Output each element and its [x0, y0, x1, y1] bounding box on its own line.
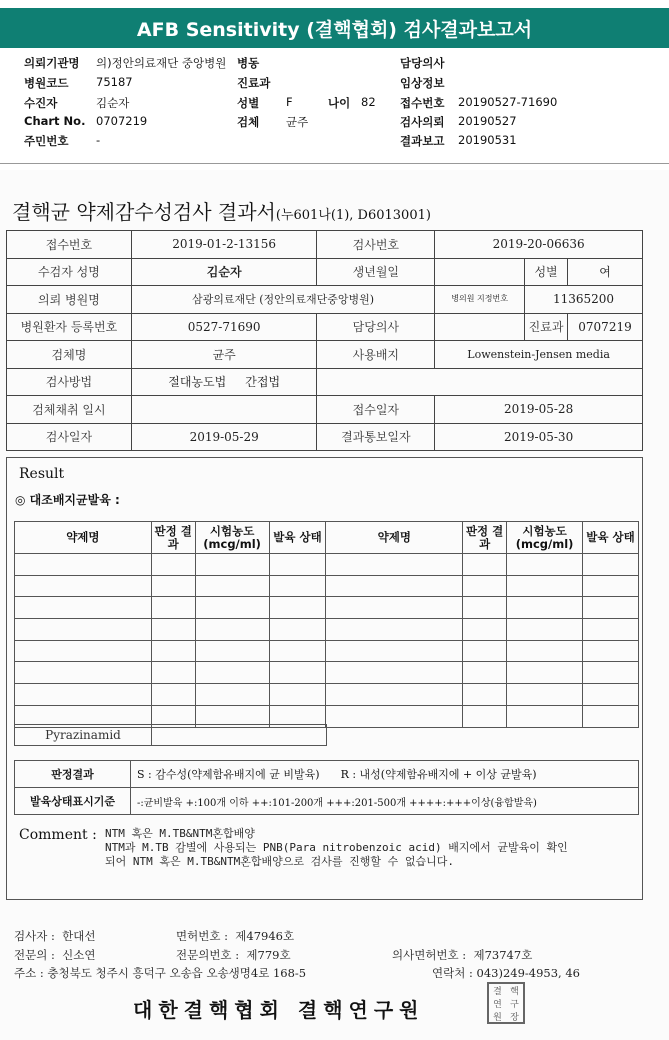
header-value: 20190527-71690 — [458, 95, 558, 109]
table-cell — [463, 575, 507, 597]
table-row — [15, 597, 639, 619]
table-cell — [507, 662, 583, 684]
col-growth: 발육 상태 — [269, 522, 326, 554]
control-growth-label: ◎ 대조배지균발육 : — [15, 493, 120, 507]
header-value: 균주 — [286, 115, 309, 129]
header-label: 담당의사 — [400, 56, 445, 70]
specialist-no: 제779호 — [246, 948, 291, 962]
legend-table — [14, 760, 639, 815]
header-value: 75187 — [96, 75, 133, 89]
col-conc-2: 시험농도 (mcg/ml) — [507, 522, 583, 554]
judge-text: S : 감수성(약제함유배지에 균 비발육) R : 내성(약제함유배지에 + 이상 균발육) — [131, 761, 639, 788]
col-judge: 판정 결과 — [151, 522, 195, 554]
header-value: 의)정안의료재단 중앙병원 — [96, 56, 227, 70]
report-title: AFB Sensitivity (결핵협회) 검사결과보고서 — [136, 18, 533, 41]
table-cell — [463, 619, 507, 641]
license-no: 제47946호 — [235, 929, 295, 943]
result-section — [6, 457, 643, 900]
drug-table — [14, 521, 639, 728]
col-drug-2: 약제명 — [326, 522, 463, 554]
doctor-license-no: 제73747호 — [473, 948, 533, 962]
media-label: 사용배지 — [317, 341, 435, 369]
table-cell — [463, 662, 507, 684]
name-label: 수검자 성명 — [7, 258, 132, 286]
sex: 여 — [568, 258, 643, 286]
receipt-no-label: 접수번호 — [7, 231, 132, 259]
header-value: 20190527 — [458, 114, 517, 128]
table-cell — [15, 575, 152, 597]
dept-label: 진료과 — [525, 313, 568, 341]
header-label: 병원코드 — [24, 76, 69, 90]
report-title-bar — [0, 8, 669, 48]
header-label: 수진자 — [24, 96, 58, 110]
notify-label: 결과통보일자 — [317, 423, 435, 451]
hosp-code-label: 병의원 지정번호 — [435, 286, 525, 314]
doctor — [435, 313, 525, 341]
table-cell — [326, 662, 463, 684]
table-cell — [15, 684, 152, 706]
header-value: 0707219 — [96, 114, 148, 128]
footer-line-2: 전문의 : 신소연 — [14, 948, 96, 962]
table-cell — [269, 640, 326, 662]
header-label: 진료과 — [237, 76, 271, 90]
header-value: 20190531 — [458, 133, 517, 147]
table-cell — [507, 705, 583, 727]
header-label: Chart No. — [24, 114, 86, 128]
header-value: 82 — [361, 95, 376, 109]
table-cell — [326, 705, 463, 727]
judge-label: 판정결과 — [15, 761, 131, 788]
table-cell — [583, 640, 639, 662]
table-cell — [507, 554, 583, 576]
table-cell — [463, 684, 507, 706]
doc-title: 결핵균 약제감수성검사 결과서(누601나(1), D6013001) — [12, 200, 431, 224]
table-cell — [583, 705, 639, 727]
reg-no-label: 병원환자 등록번호 — [7, 313, 132, 341]
table-cell — [507, 575, 583, 597]
collect-label: 검체채취 일시 — [7, 396, 132, 424]
table-cell — [326, 619, 463, 641]
notify-date: 2019-05-30 — [435, 423, 643, 451]
table-cell — [269, 619, 326, 641]
table-row — [15, 684, 639, 706]
media: Lowenstein-Jensen media — [435, 341, 643, 369]
collect — [131, 396, 317, 424]
receipt-no: 2019-01-2-13156 — [131, 231, 317, 259]
table-cell — [195, 619, 269, 641]
col-judge-2: 판정 결과 — [463, 522, 507, 554]
table-cell — [195, 640, 269, 662]
pyrazinamide-label: Pyrazinamid — [15, 725, 152, 745]
table-cell — [583, 619, 639, 641]
comment-label: Comment : — [19, 827, 97, 843]
specimen-label: 검체명 — [7, 341, 132, 369]
table-cell — [583, 662, 639, 684]
table-cell — [15, 554, 152, 576]
table-row — [15, 619, 639, 641]
exam-no: 2019-20-06636 — [435, 231, 643, 259]
table-cell — [463, 554, 507, 576]
table-cell — [463, 597, 507, 619]
table-cell — [151, 554, 195, 576]
table-cell — [326, 640, 463, 662]
footer-line-1: 검사자 : 한대선 — [14, 929, 96, 943]
header-label: 검사의뢰 — [400, 115, 445, 129]
table-row — [15, 662, 639, 684]
patient-name: 김순자 — [131, 258, 317, 286]
table-cell — [326, 575, 463, 597]
table-cell — [15, 662, 152, 684]
table-cell — [269, 662, 326, 684]
table-cell — [583, 684, 639, 706]
col-conc: 시험농도 (mcg/ml) — [195, 522, 269, 554]
table-cell — [151, 662, 195, 684]
header-label: 나이 — [328, 96, 351, 110]
header-divider — [0, 163, 669, 164]
header-label: 주민번호 — [24, 134, 69, 148]
header-label: 병동 — [237, 56, 260, 70]
table-cell — [269, 575, 326, 597]
tester: 한대선 — [62, 929, 96, 943]
contact: 043)249-4953, 46 — [476, 966, 580, 980]
header-label: 의뢰기관명 — [24, 56, 80, 70]
table-cell — [195, 597, 269, 619]
table-cell — [151, 640, 195, 662]
table-cell — [15, 597, 152, 619]
reg-no: 0527-71690 — [131, 313, 317, 341]
birth — [435, 258, 525, 286]
table-cell — [195, 662, 269, 684]
table-cell — [463, 705, 507, 727]
table-cell — [583, 575, 639, 597]
growth-label: 발육상태표시기준 — [15, 788, 131, 815]
specimen: 균주 — [131, 341, 317, 369]
table-cell — [463, 640, 507, 662]
comment-text: NTM 혹은 M.TB&NTM혼합배양 NTM과 M.TB 감별에 사용되는 PNB(Para nitrobenzoic acid) 배지에서 균발육이 확인 되어 NTM 혹은 M.TB&NTM혼합배양으로 검사를 진행할 수 없습니다. — [105, 827, 568, 868]
header-label: 성별 — [237, 96, 260, 110]
method: 절대농도법 간접법 — [131, 368, 317, 396]
header-value: F — [286, 95, 293, 109]
footer-line-3: 주소 : 충청북도 청주시 흥덕구 오송읍 오송생명4로 168-5 — [14, 966, 307, 980]
table-cell — [269, 597, 326, 619]
birth-label: 생년월일 — [317, 258, 435, 286]
header-label: 결과보고 — [400, 134, 445, 148]
table-cell — [15, 619, 152, 641]
patient-info-table — [6, 230, 643, 451]
table-row — [15, 640, 639, 662]
table-cell — [269, 684, 326, 706]
table-cell — [151, 684, 195, 706]
test-date-label: 검사일자 — [7, 423, 132, 451]
header-label: 접수번호 — [400, 96, 445, 110]
header-label: 검체 — [237, 115, 260, 129]
header-value: - — [96, 133, 101, 147]
header-label: 임상정보 — [400, 76, 445, 90]
growth-text: -:균비발육 +:100개 이하 ++:101-200개 +++:201-500개 ++++:+++이상(융합발육) — [131, 788, 639, 815]
hosp-code: 11365200 — [525, 286, 643, 314]
table-cell — [583, 554, 639, 576]
sex-label: 성별 — [525, 258, 568, 286]
exam-no-label: 검사번호 — [317, 231, 435, 259]
table-cell — [507, 619, 583, 641]
specialist: 신소연 — [62, 948, 96, 962]
hospital-label: 의뢰 병원명 — [7, 286, 132, 314]
table-row — [15, 575, 639, 597]
table-cell — [507, 640, 583, 662]
table-cell — [326, 684, 463, 706]
result-label: Result — [19, 466, 65, 482]
address: 충청북도 청주시 흥덕구 오송읍 오송생명4로 168-5 — [47, 966, 307, 980]
pyrazinamide-row — [14, 724, 327, 746]
table-cell — [507, 684, 583, 706]
table-cell — [151, 619, 195, 641]
recv-date-label: 접수일자 — [317, 396, 435, 424]
method-label: 검사방법 — [7, 368, 132, 396]
recv-date: 2019-05-28 — [435, 396, 643, 424]
table-cell — [195, 575, 269, 597]
table-cell — [151, 597, 195, 619]
table-cell — [507, 597, 583, 619]
scanned-report: 결핵균 약제감수성검사 결과서(누601나(1), D6013001) 접수번호 2019-01-2-13156 검사번호 2019-20-06636 수검자 성명 김순자 생년월일 성별 여 의뢰 병원명 삼광의료재단 (정안의료재단중앙병원) 병의원 지정번호 11365200 병원환자 등록번호 0527-71690 담당의사 진료과 0707219 검체명 균주 사용배지 Lowenstein-Jensen media 검사방법 절대농도법 간접법 검체채취 일시 접수일자 2019-05-28 검사일자 2019-05-29 결과통보일자 2019-05-30 Result ◎ 대조배지균발육 : 약제명 판정 결과 시험농도 (mcg/ml) 발육 상태 약제명 판정 결과 시험농도 (mcg/ml) 발육 상태 Pyrazinamid 판정결과 S : 감수성(약제함유배지에 균 비발육) R : 내성(약제함유배지에 + 이상 균발육) 발육상태표시기준 -:균비발육 +:100개 이하 ++:101-200개 +++:201-500개 ++++:+++이상(융합발육) Comment : NTM 혹은 M.TB&NTM혼합배양 NTM과 M.TB 감별에 사용되는 PNB(Para nitrobenzoic acid) 배지에서 균발육이 확인 되어 NTM 혹은 M.TB&NTM혼합배양으로 검사를 진행할 수 없습니다. 검사자 : 한대선 면허번호 : 제47946호 전문의 : 신소연 전문의번호 : 제779호 의사면허번호 : 제73747호 주소 : 충청북도 청주시 흥덕구 오송읍 오송생명4로 168-5 연락처 : 043)249-4953, 46 대한결핵협회 결핵연구원 결 핵 연 구 원 장 — [0, 170, 669, 1040]
table-cell — [269, 554, 326, 576]
table-cell — [583, 597, 639, 619]
table-cell — [151, 575, 195, 597]
col-drug: 약제명 — [15, 522, 152, 554]
table-cell — [15, 640, 152, 662]
table-cell — [326, 554, 463, 576]
doc-code: (누601나(1), D6013001) — [275, 208, 431, 223]
hospital: 삼광의료재단 (정안의료재단중앙병원) — [131, 286, 434, 314]
official-seal-icon: 결 핵 연 구 원 장 — [487, 982, 525, 1024]
dept: 0707219 — [568, 313, 643, 341]
doctor-label: 담당의사 — [317, 313, 435, 341]
table-cell — [195, 684, 269, 706]
table-row — [15, 554, 639, 576]
table-cell — [195, 554, 269, 576]
test-date: 2019-05-29 — [131, 423, 317, 451]
col-growth-2: 발육 상태 — [583, 522, 639, 554]
header-value: 김순자 — [96, 96, 130, 110]
table-cell — [326, 597, 463, 619]
organization-name: 대한결핵협회 결핵연구원 — [133, 998, 425, 1022]
